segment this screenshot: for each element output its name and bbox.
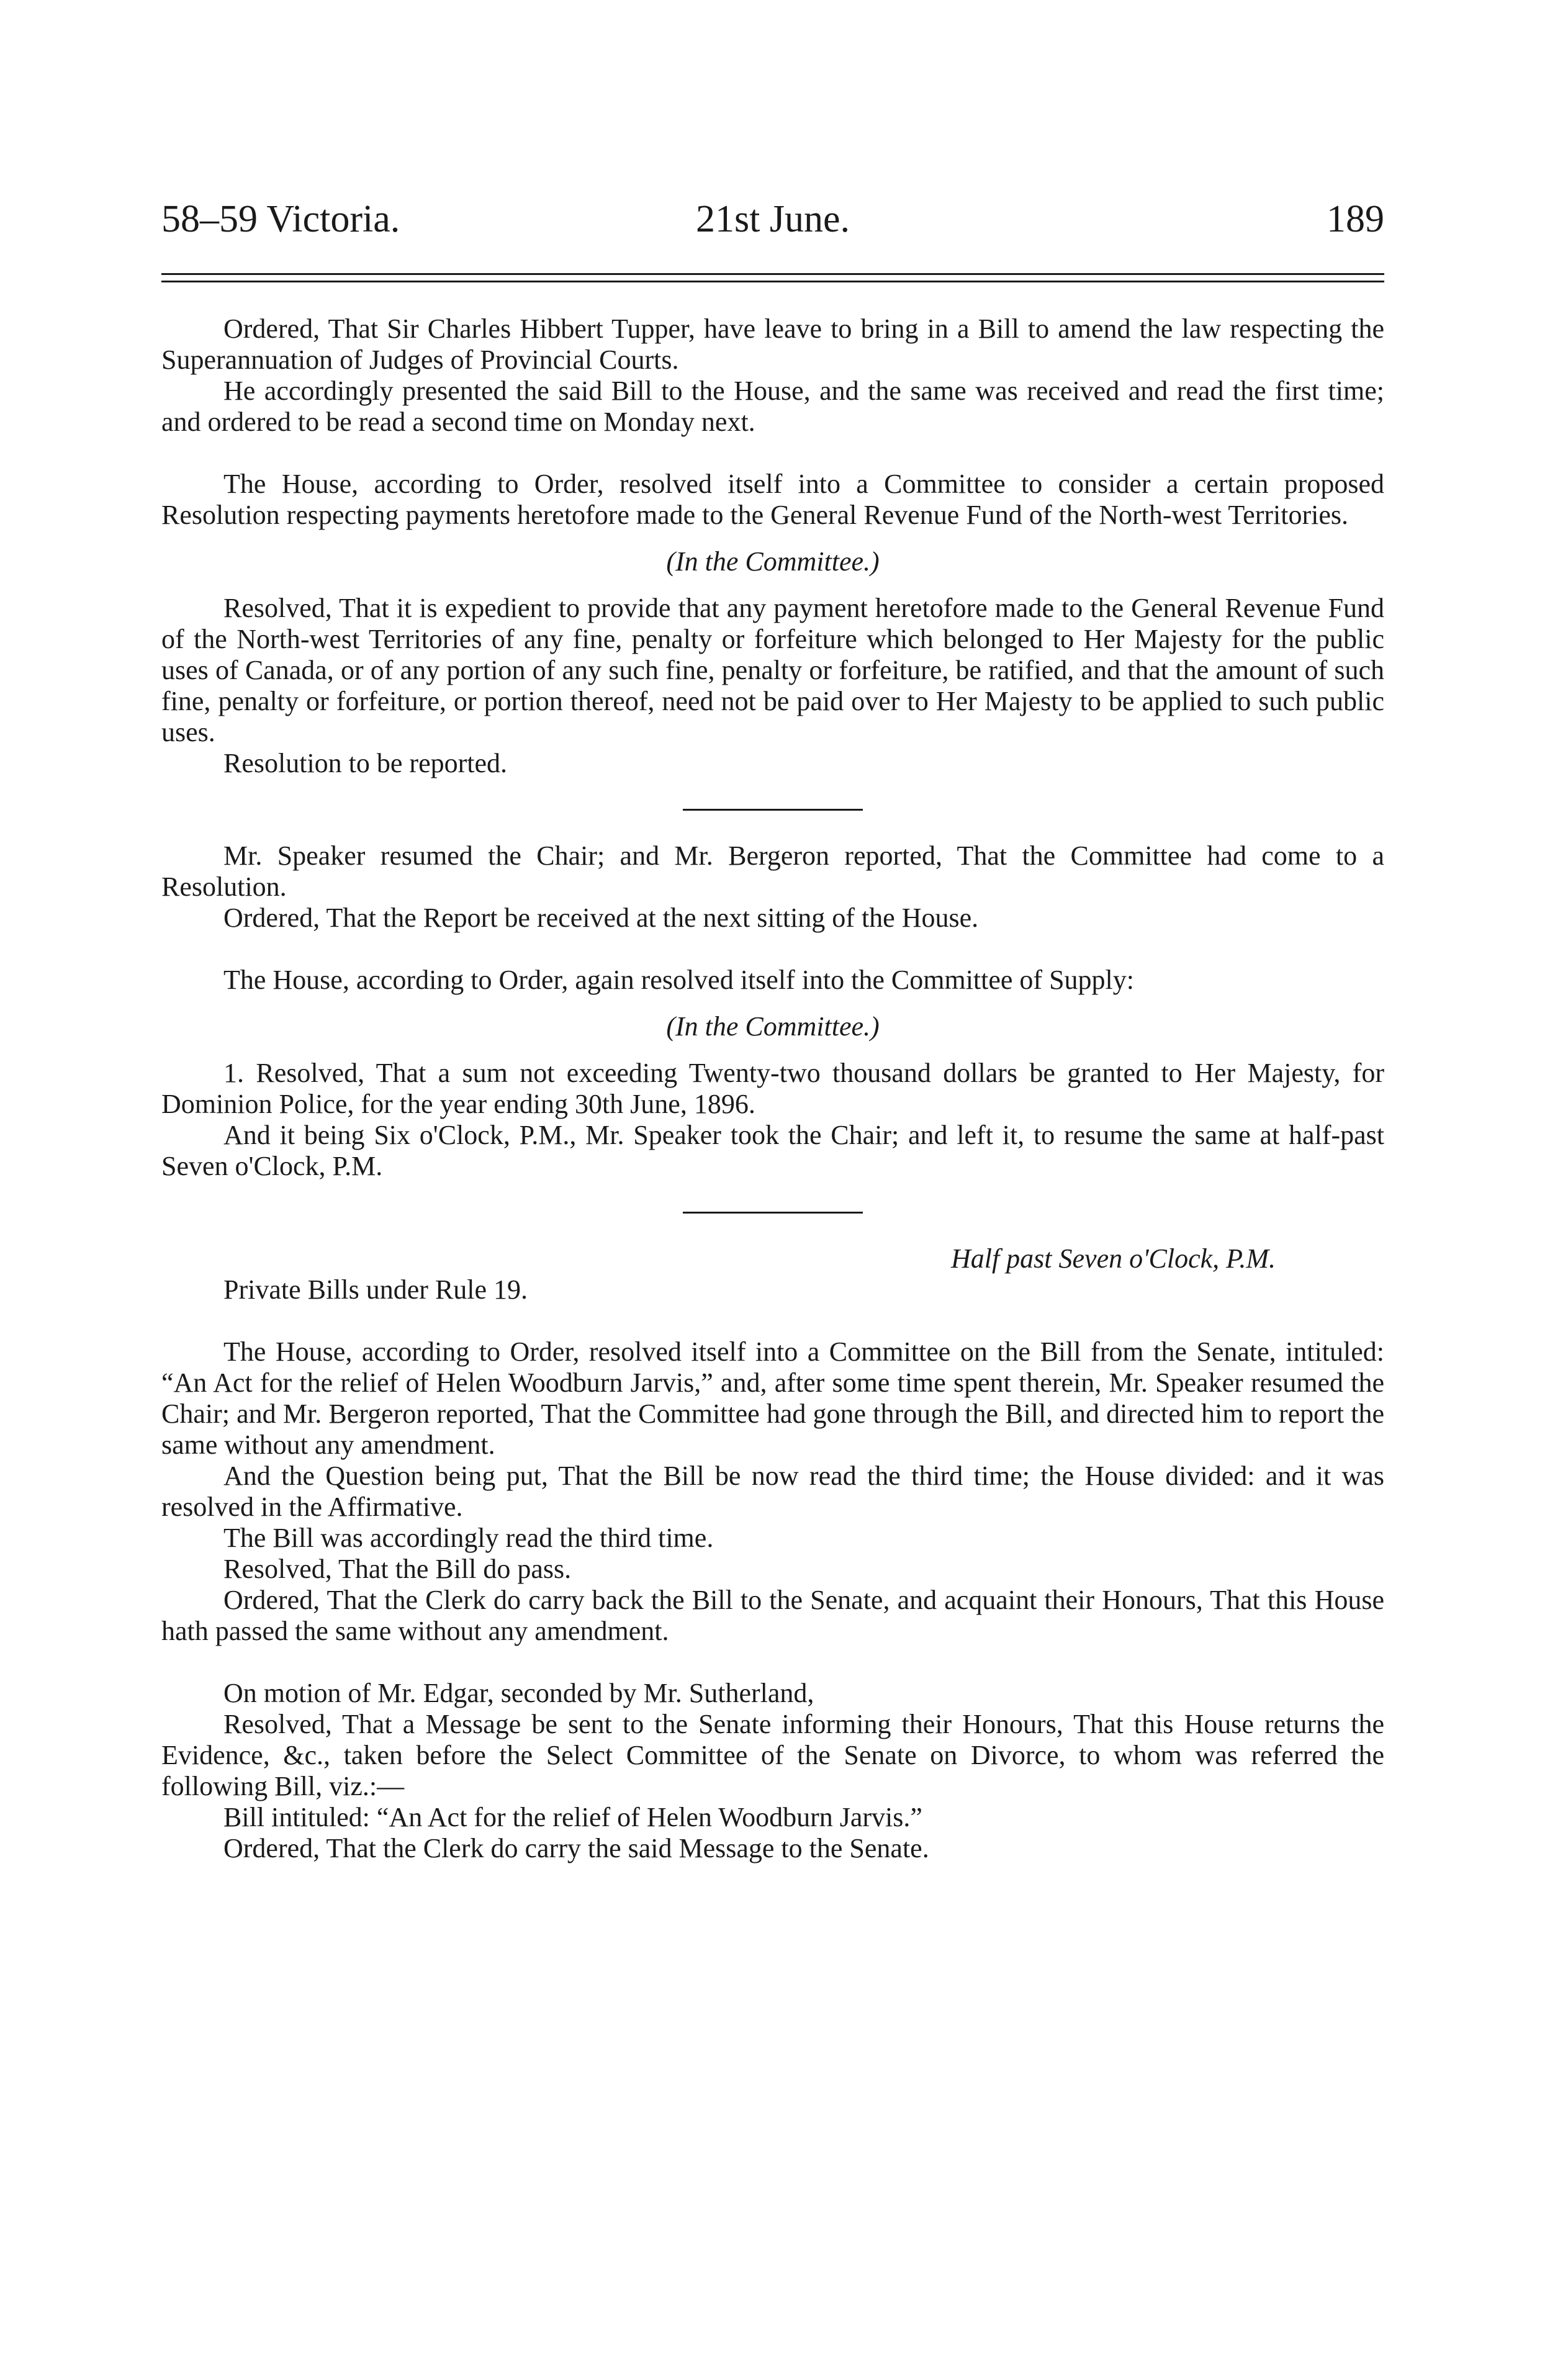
paragraph: Ordered, That the Report be received at the next sitting of the House. [223, 903, 979, 933]
paragraph: Resolved, That the Bill do pass. [223, 1554, 572, 1584]
paragraph: The House, according to Order, resolved itself into a Committee to consider a certain proposed Resolution respecting payments heretofore made to the General Revenue Fund of the North-west Territories. [161, 469, 1384, 530]
paragraph: Ordered, That Sir Charles Hibbert Tupper, have leave to bring in a Bill to amend the law respecting the Superannuation of Judges of Provincial Courts. [161, 313, 1384, 375]
paragraph: And it being Six o'Clock, P.M., Mr. Speaker took the Chair; and left it, to resume the same at half-past Seven o'Clock, P.M. [161, 1120, 1384, 1181]
paragraph: The House, according to Order, resolved itself into a Committee on the Bill from the Senate, intituled: “An Act for the relief of Helen Woodburn Jarvis,” and, after some time spent therein, Mr. Speaker resumed the Chair; and Mr. Bergeron reported, That the Committee had gone through the Bill, and directed him to report the same without any amendment. [161, 1336, 1384, 1460]
rule-heading: Private Bills under Rule 19. [223, 1274, 528, 1305]
section-divider [683, 1212, 863, 1214]
paragraph: Mr. Speaker resumed the Chair; and Mr. Bergeron reported, That the Committee had come to a Resolution. [161, 840, 1384, 902]
paragraph: Ordered, That the Clerk do carry back the Bill to the Senate, and acquaint their Honours, That this House hath passed the same without any amendment. [161, 1585, 1384, 1646]
header-rule-bottom [161, 281, 1384, 282]
paragraph: On motion of Mr. Edgar, seconded by Mr. Sutherland, [223, 1678, 814, 1708]
time-heading: Half past Seven o'Clock, P.M. [950, 1243, 1276, 1274]
page-number: 189 [1327, 198, 1384, 240]
paragraph: The Bill was accordingly read the third time. [223, 1523, 714, 1553]
page-header [161, 197, 1384, 253]
page-body [161, 313, 1384, 1864]
paragraph: The House, according to Order, again resolved itself into the Committee of Supply: [223, 965, 1134, 995]
paragraph: Ordered, That the Clerk do carry the said Message to the Senate. [223, 1833, 929, 1863]
committee-heading: (In the Committee.) [666, 1011, 880, 1042]
committee-heading: (In the Committee.) [666, 546, 880, 577]
evening-sitting-heading [161, 1243, 1384, 1305]
paragraph: He accordingly presented the said Bill to the House, and the same was received and read the first time; and ordered to be read a second time on Monday next. [161, 376, 1384, 437]
date-label: 21st June. [696, 198, 850, 240]
header-rule-top [161, 273, 1384, 275]
paragraph: Resolution to be reported. [223, 748, 508, 778]
session-label: 58–59 Victoria. [161, 198, 400, 240]
paragraph: Resolved, That it is expedient to provide that any payment heretofore made to the General Revenue Fund of the North-west Territories of any fine, penalty or forfeiture which belonged to Her Majesty for the public uses of Canada, or of any portion of any such fine, penalty or forfeiture, be ratified, and that the amount of such fine, penalty or forfeiture, or portion thereof, need not be paid over to Her Majesty to be applied to such public uses. [161, 593, 1384, 747]
paragraph: Resolved, That a Message be sent to the Senate informing their Honours, That this House returns the Evidence, &c., taken before the Select Committee of the Senate on Divorce, to whom was referred the following Bill, viz.:— [161, 1709, 1384, 1801]
paragraph: And the Question being put, That the Bill be now read the third time; the House divided: and it was resolved in the Affirmative. [161, 1461, 1384, 1522]
section-divider [683, 809, 863, 811]
paragraph: Bill intituled: “An Act for the relief of Helen Woodburn Jarvis.” [223, 1802, 922, 1832]
paragraph: 1. Resolved, That a sum not exceeding Twenty-two thousand dollars be granted to Her Majesty, for Dominion Police, for the year ending 30th June, 1896. [161, 1058, 1384, 1119]
